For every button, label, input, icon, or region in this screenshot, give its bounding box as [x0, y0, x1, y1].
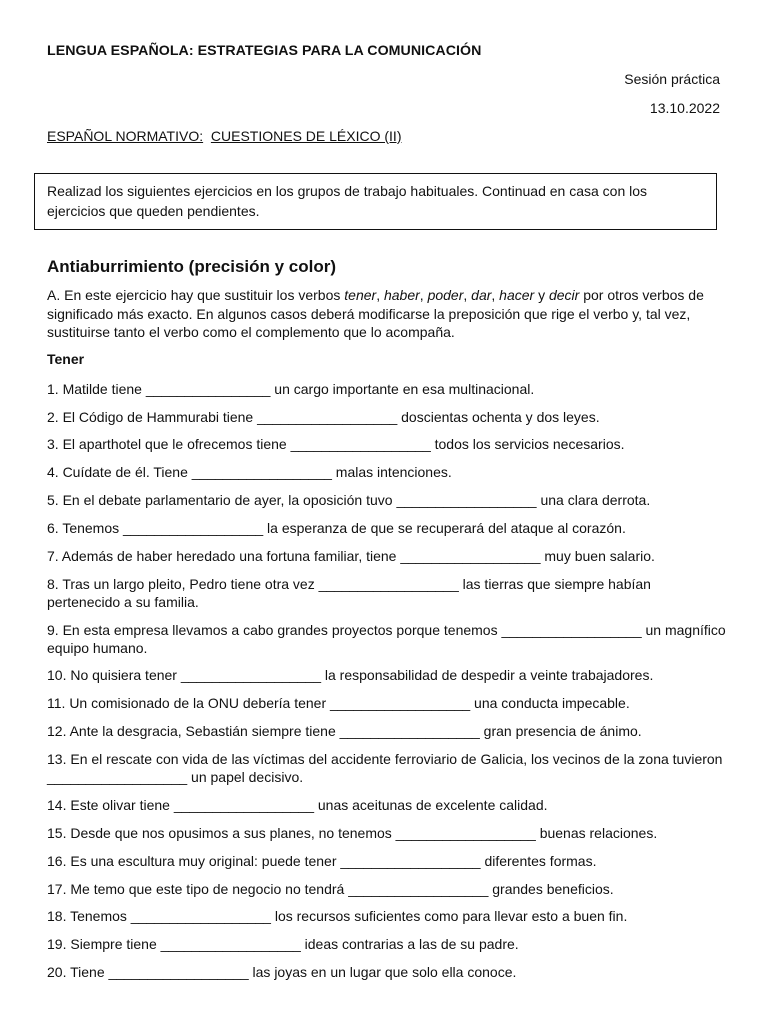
- section-title-part2: CUESTIONES DE LÉXICO (II): [210, 128, 402, 144]
- exercise-item: 20. Tiene __________________ las joyas en un lugar que solo ella conoce.: [47, 964, 517, 980]
- instructions-box: [34, 173, 717, 230]
- exercise-item: 15. Desde que nos opusimos a sus planes, no tenemos __________________ buenas relaciones.: [47, 825, 658, 841]
- instructions-text: Realizad los siguientes ejercicios en los grupos de trabajo habituales. Continuad en casa con los ejercicios que queden pendientes.: [47, 183, 648, 219]
- exercise-item: 19. Siempre tiene __________________ ideas contrarias a las de su padre.: [47, 936, 519, 952]
- exercise-item: 8. Tras un largo pleito, Pedro tiene otra vez __________________ las tierras que siempre habían pertenecido a su familia.: [47, 576, 651, 610]
- session-label: Sesión práctica: [624, 71, 720, 87]
- exercise-item: 3. El aparthotel que le ofrecemos tiene __________________ todos los servicios necesarios.: [47, 436, 625, 452]
- exercise-item: 6. Tenemos __________________ la esperanza de que se recuperará del ataque al corazón.: [47, 520, 626, 536]
- verb-group-label: Tener: [47, 351, 85, 367]
- verb-haber: haber: [383, 287, 420, 303]
- exercise-item: 13. En el rescate con vida de las víctimas del accidente ferroviario de Galicia, los vecinos de la zona tuvieron __________________ un papel decisivo.: [47, 751, 723, 785]
- exercise-item: 14. Este olivar tiene __________________ unas aceitunas de excelente calidad.: [47, 797, 548, 813]
- verb-tener: tener: [344, 287, 377, 303]
- intro-sep-1: ,: [376, 287, 384, 303]
- exercise-item: 9. En esta empresa llevamos a cabo grandes proyectos porque tenemos __________________ un magnífico equipo humano.: [47, 622, 726, 656]
- exercise-item: 10. No quisiera tener __________________ la responsabilidad de despedir a veinte trabajadores.: [47, 667, 654, 683]
- intro-sep-3: ,: [463, 287, 472, 303]
- exercise-item: 17. Me temo que este tipo de negocio no tendrá __________________ grandes beneficios.: [47, 881, 614, 897]
- course-title: LENGUA ESPAÑOLA: ESTRATEGIAS PARA LA COMUNICACIÓN: [47, 43, 482, 59]
- intro-sep-5: y: [534, 287, 549, 303]
- verb-poder: poder: [427, 287, 464, 303]
- section-title-part1: ESPAÑOL NORMATIVO:: [47, 128, 204, 144]
- exercise-item: 7. Además de haber heredado una fortuna familiar, tiene __________________ muy buen salario.: [47, 548, 655, 564]
- intro-sep-2: ,: [419, 287, 428, 303]
- section-title: [47, 128, 401, 144]
- intro-sep-4: ,: [491, 287, 500, 303]
- exercise-item: 5. En el debate parlamentario de ayer, la oposición tuvo __________________ una clara derrota.: [47, 492, 651, 508]
- exercise-heading: Antiaburrimiento (precisión y color): [47, 257, 337, 276]
- exercise-item: 1. Matilde tiene ________________ un cargo importante en esa multinacional.: [47, 381, 535, 397]
- exercise-item: 2. El Código de Hammurabi tiene __________________ doscientas ochenta y dos leyes.: [47, 409, 600, 425]
- exercise-item: 11. Un comisionado de la ONU debería tener __________________ una conducta impecable.: [47, 695, 630, 711]
- exercise-item: 4. Cuídate de él. Tiene __________________ malas intenciones.: [47, 464, 452, 480]
- exercise-item: 12. Ante la desgracia, Sebastián siempre tiene __________________ gran presencia de ánimo.: [47, 723, 642, 739]
- intro-text-1: A. En este ejercicio hay que sustituir los verbos: [47, 287, 345, 303]
- session-date: 13.10.2022: [649, 100, 720, 116]
- verb-decir: decir: [548, 287, 580, 303]
- exercise-intro: [47, 286, 725, 342]
- verb-dar: dar: [471, 287, 492, 303]
- exercise-item: 16. Es una escultura muy original: puede tener __________________ diferentes formas.: [47, 853, 597, 869]
- intro-text-2: por otros verbos de significado más exacto. En algunos casos deberá modificarse la preposición que rige el verbo y, tal vez, sustituirse tanto el verbo como el complemento que lo acompaña.: [47, 287, 704, 340]
- exercise-item: 18. Tenemos __________________ los recursos suficientes como para llevar esto a buen fin.: [47, 908, 628, 924]
- verb-hacer: hacer: [499, 287, 535, 303]
